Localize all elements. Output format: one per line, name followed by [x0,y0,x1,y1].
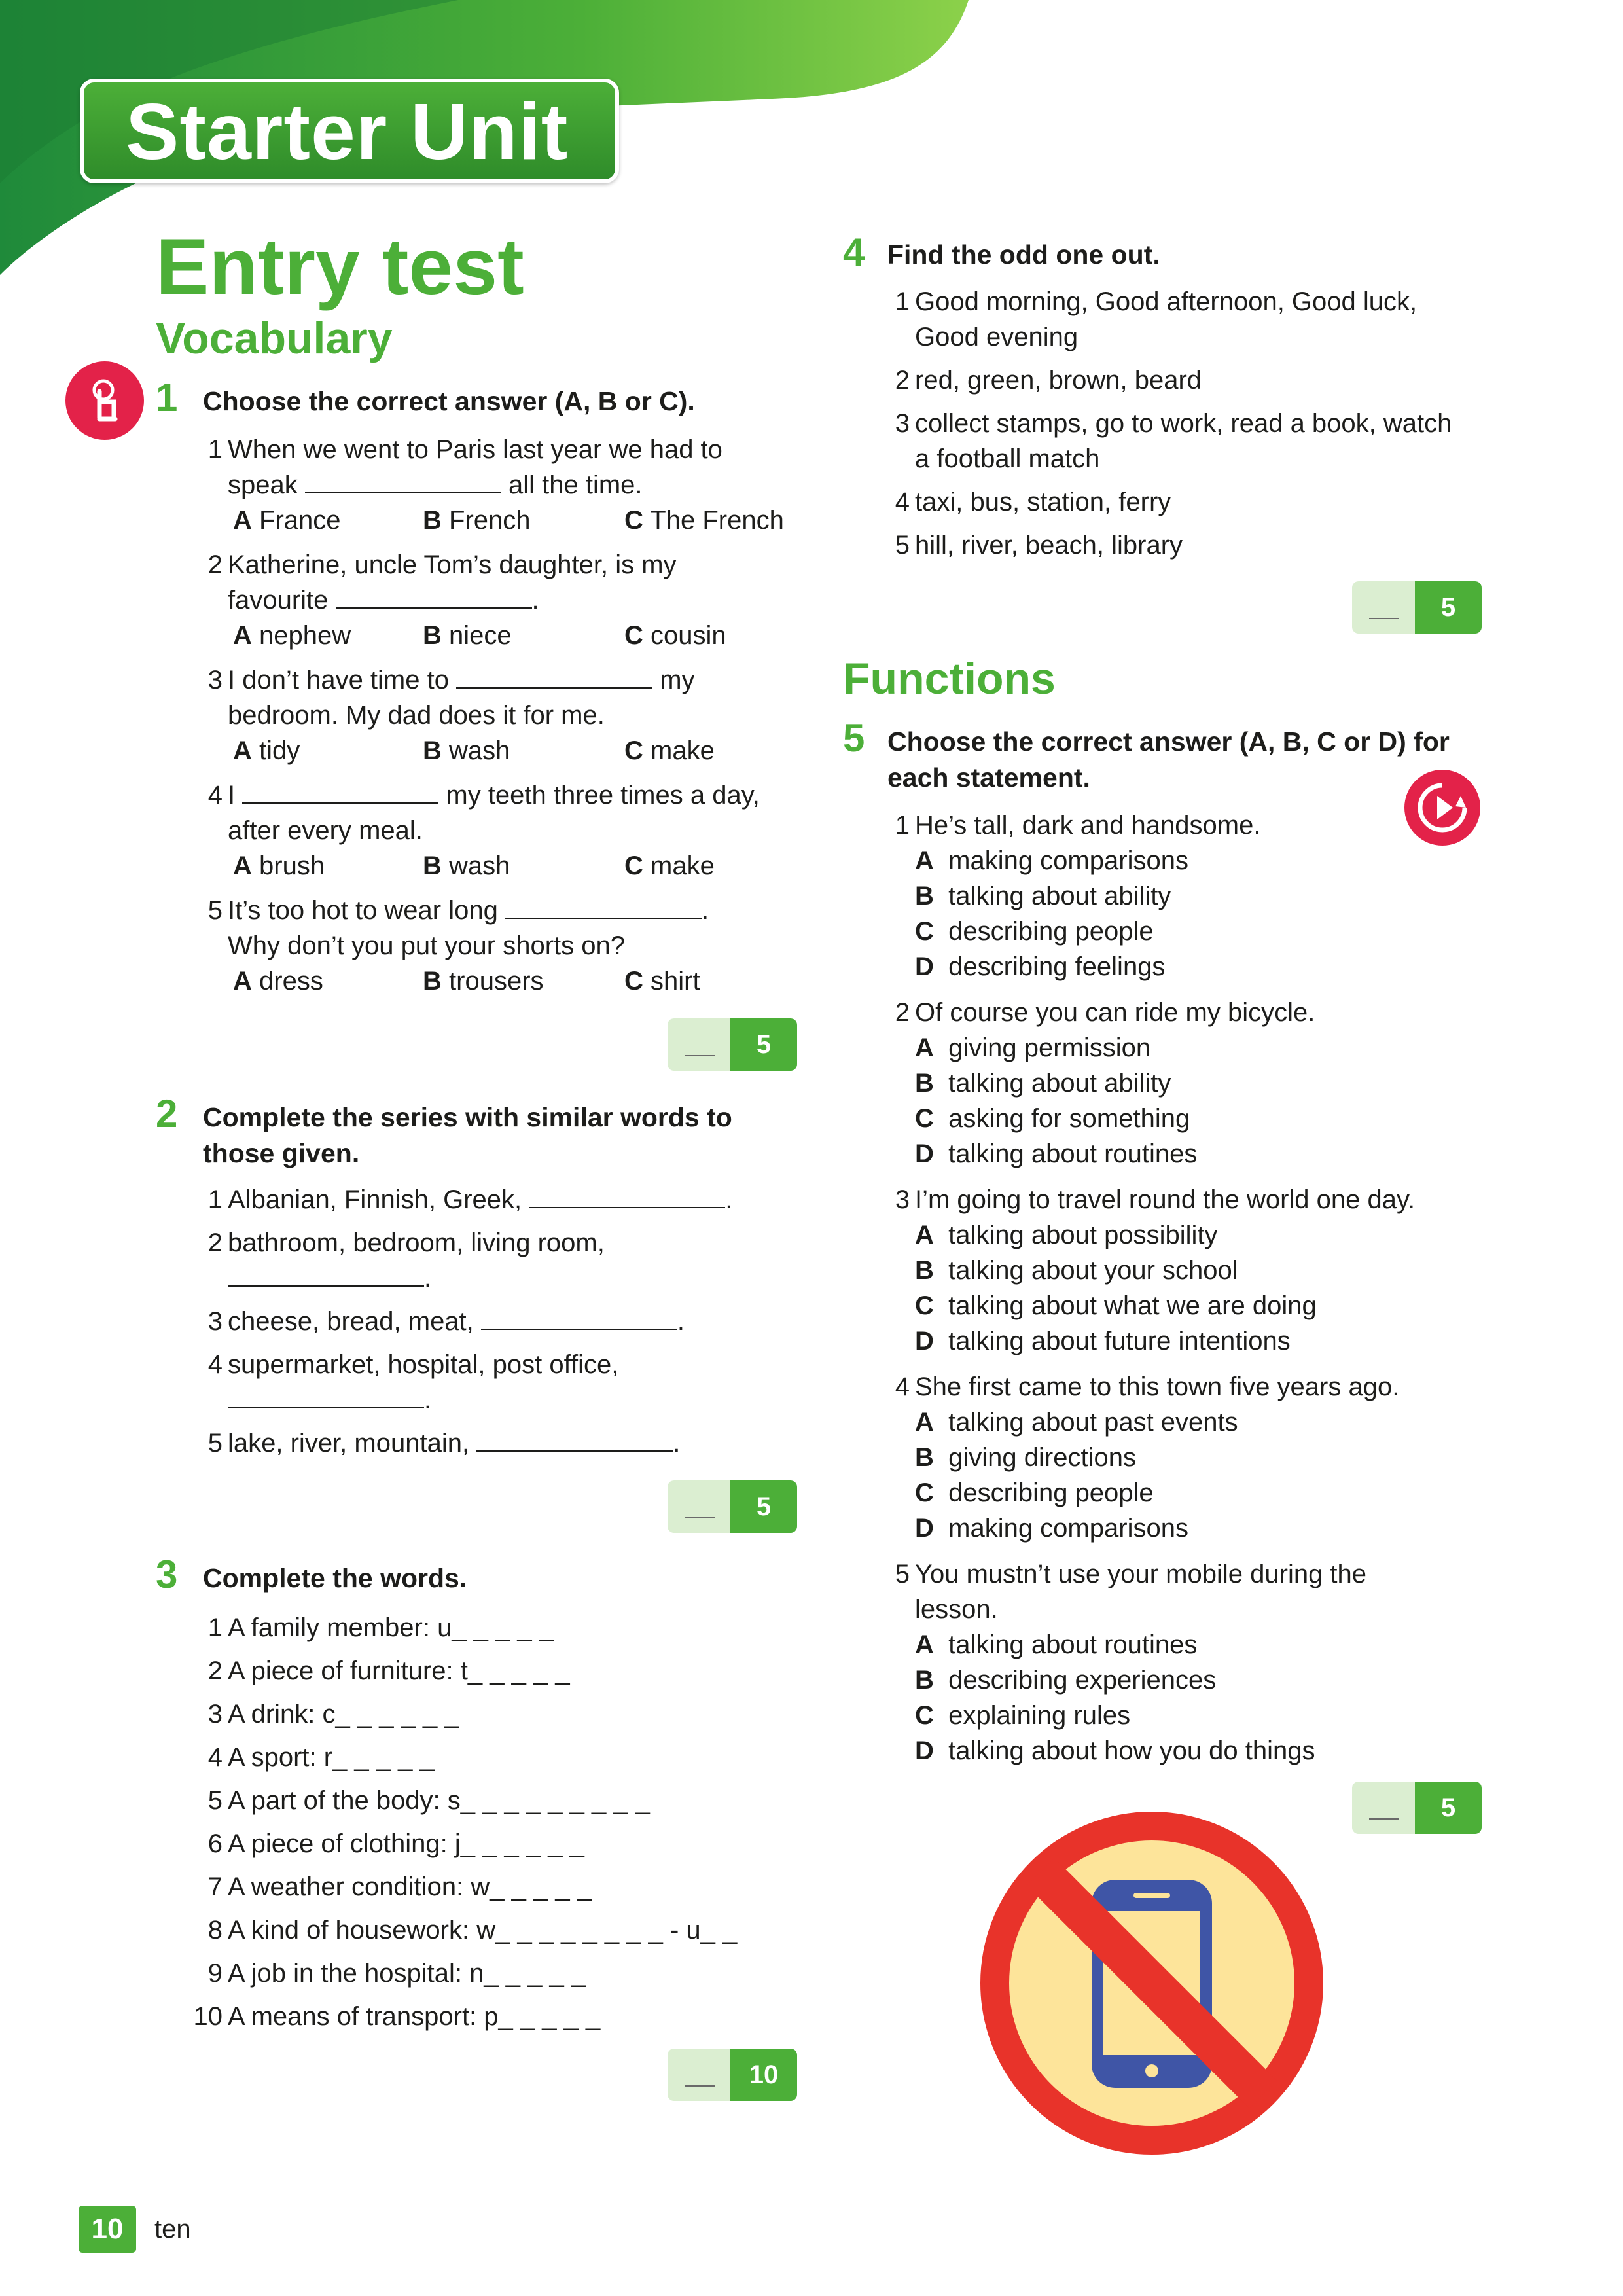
list-item: 8 A kind of housework: w_ _ _ _ _ _ _ _ - u_ _ [207,1916,738,1945]
score-total: 5 [730,1480,797,1533]
answer-options: A dress B trousers C shirt [233,967,700,996]
exercise-number: 5 [843,716,865,760]
list-item: 7 A weather condition: w_ _ _ _ _ [207,1873,592,1901]
question: 3 I’m going to travel round the world one day. A talking about possibility B talking about your school C talking about what we are doing D talking about future intentions [895,1185,1416,1355]
score-box [668,2049,797,2101]
question: 1 He’s tall, dark and handsome. A making comparisons B talking about ability C describing people D describing feelings [895,811,1261,981]
question: 4 She first came to this town five years ago. A talking about past events B giving directions C describing people D making comparisons [895,1372,1400,1543]
list-item: 9 A job in the hospital: n_ _ _ _ _ [207,1959,586,1988]
question: 3 I don’t have time to my bedroom. My dad does it for me. [207,666,695,730]
score-total: 5 [730,1018,797,1071]
touch-icon [65,361,144,440]
answer-blank[interactable] [228,1385,424,1408]
score-box [668,1018,797,1071]
answer-blank[interactable] [305,470,501,493]
list-item: 2 A piece of furniture: t_ _ _ _ _ [207,1657,570,1685]
exercise-number: 4 [843,230,865,274]
page-number-word: ten [154,2215,191,2244]
list-item: 1 Good morning, Good afternoon, Good luck, Good evening [895,287,1418,351]
answer-blank[interactable] [481,1306,677,1330]
score-entry[interactable] [1352,581,1415,634]
exercise-instruction: Complete the series with similar words to those given. [203,1102,732,1168]
list-item: 5 hill, river, beach, library [895,531,1183,560]
exercise-number: 1 [156,376,178,420]
list-item: 5 lake, river, mountain, . [207,1429,681,1458]
list-item: 2 bathroom, bedroom, living room, . [207,1229,605,1293]
question-text: speak all the time. [228,471,643,499]
score-total: 10 [730,2049,797,2101]
answer-blank[interactable] [242,780,438,804]
answer-blank[interactable] [228,1263,424,1287]
score-box [1352,1782,1482,1834]
page-title: Entry test [156,222,524,311]
list-item: 4 taxi, bus, station, ferry [895,488,1171,516]
question: 2 Katherine, uncle Tom’s daughter, is my favourite . [207,550,677,615]
list-item: 1 A family member: u_ _ _ _ _ [207,1613,554,1642]
score-entry[interactable] [668,1480,730,1533]
no-mobile-phone-icon [969,1800,1335,2166]
list-item: 2 red, green, brown, beard [895,366,1202,395]
score-entry[interactable] [668,1018,730,1071]
answer-options: A France B French C The French [233,506,784,535]
answer-blank[interactable] [505,895,702,919]
exercise-instruction: Choose the correct answer (A, B, C or D) for each statement. [887,726,1450,793]
list-item: 4 A sport: r_ _ _ _ _ [207,1743,435,1772]
page-number: 10 [79,2206,136,2253]
answer-blank[interactable] [529,1185,725,1208]
exercise-instruction: Complete the words. [203,1563,467,1593]
exercise-number: 2 [156,1092,178,1136]
list-item: 3 cheese, bread, meat, . [207,1307,685,1336]
unit-title: Starter Unit [80,79,619,183]
question: 5 You mustn’t use your mobile during the lesson. A talking about routines B describing experiences C explaining rules D talking about how you do things [895,1560,1367,1765]
list-item: 5 A part of the body: s_ _ _ _ _ _ _ _ _ [207,1786,650,1815]
exercise-instruction: Find the odd one out. [887,240,1160,270]
list-item: 3 A drink: c_ _ _ _ _ _ [207,1700,459,1729]
answer-blank[interactable] [476,1428,673,1452]
score-total: 5 [1415,581,1482,634]
score-box [668,1480,797,1533]
exercise-instruction: Choose the correct answer (A, B or C). [203,386,695,416]
list-item: 10 A means of transport: p_ _ _ _ _ [193,2002,601,2031]
score-entry[interactable] [668,2049,730,2101]
score-total: 5 [1415,1782,1482,1834]
answer-options: A tidy B wash C make [233,736,715,765]
question: 5 It’s too hot to wear long . Why don’t you put your shorts on? [207,896,709,960]
exercise-number: 3 [156,1552,178,1596]
question [196,432,785,511]
question: 2 Of course you can ride my bicycle. A giving permission B talking about ability C asking for something D talking about routines [895,998,1315,1168]
list-item: 6 A piece of clothing: j_ _ _ _ _ _ [207,1829,584,1858]
score-box [1352,581,1482,634]
answer-options: A brush B wash C make [233,852,715,880]
question: 4 I my teeth three times a day, after every meal. [207,781,760,845]
answer-blank[interactable] [336,585,532,609]
answer-blank[interactable] [456,665,652,689]
score-entry[interactable] [1352,1782,1415,1834]
list-item: 4 supermarket, hospital, post office, . [207,1350,619,1414]
question-text: When we went to Paris last year we had to [228,435,722,464]
list-item: 1 Albanian, Finnish, Greek, . [207,1185,733,1214]
answer-options: A nephew B niece C cousin [233,621,726,650]
question-number: 1 [207,435,223,464]
list-item: 3 collect stamps, go to work, read a book, watch a football match [895,409,1452,473]
section-title-functions: Functions [843,654,1056,704]
section-title-vocabulary: Vocabulary [156,314,393,363]
